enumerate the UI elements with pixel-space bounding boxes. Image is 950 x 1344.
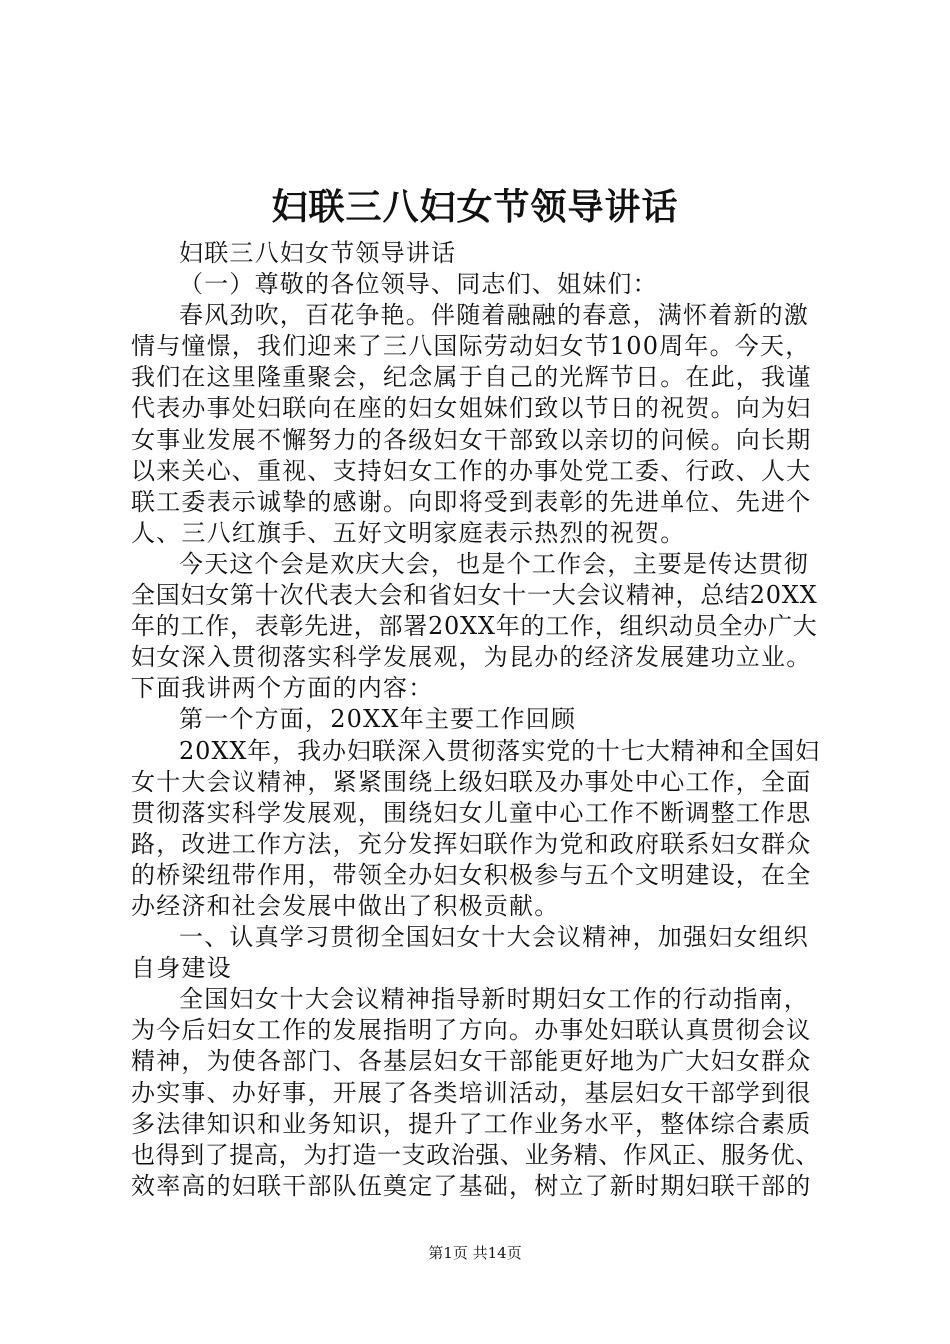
text-line: 今天这个会是欢庆大会，也是个工作会，主要是传达贯彻 xyxy=(179,549,809,578)
text-line: 以来关心、重视、支持妇女工作的办事处党工委、行政、人大 xyxy=(131,456,812,485)
text-line: 20XX年，我办妇联深入贯彻落实党的十七大精神和全国妇 xyxy=(179,736,821,765)
text-line: 的桥梁纽带作用，带领全办妇女积极参与五个文明建设，在全 xyxy=(131,860,812,889)
text-line: 效率高的妇联干部队伍奠定了基础，树立了新时期妇联干部的 xyxy=(131,1171,812,1200)
text-line: 路，改进工作方法，充分发挥妇联作为党和政府联系妇女群众 xyxy=(131,829,812,858)
text-line: 春风劲吹，百花争艳。伴随着融融的春意，满怀着新的激 xyxy=(179,301,809,330)
text-line: 自身建设 xyxy=(131,954,232,983)
document-body xyxy=(131,238,821,1202)
text-line: 第一个方面，20XX年主要工作回顾 xyxy=(179,705,577,734)
document-title: 妇联三八妇女节领导讲话 xyxy=(271,186,679,228)
text-line: 下面我讲两个方面的内容： xyxy=(131,674,434,703)
text-line: 我们在这里隆重聚会，纪念属于自己的光辉节日。在此，我谨 xyxy=(131,363,812,392)
text-line: 办经济和社会发展中做出了积极贡献。 xyxy=(131,891,560,920)
text-line: 为今后妇女工作的发展指明了方向。办事处妇联认真贯彻会议 xyxy=(131,1016,812,1045)
text-line: 女十大会议精神，紧紧围绕上级妇联及办事处中心工作，全面 xyxy=(131,767,812,796)
text-line: 情与憧憬，我们迎来了三八国际劳动妇女节100周年。今天， xyxy=(131,332,811,361)
text-line: 多法律知识和业务知识，提升了工作业务水平，整体综合素质 xyxy=(131,1109,812,1138)
text-line: 妇女深入贯彻落实科学发展观，为昆办的经济发展建功立业。 xyxy=(131,643,812,672)
text-line: 精神，为使各部门、各基层妇女干部能更好地为广大妇女群众 xyxy=(131,1047,812,1076)
text-line: 贯彻落实科学发展观，围绕妇女儿童中心工作不断调整工作思 xyxy=(131,798,812,827)
text-line: 全国妇女第十次代表大会和省妇女十一大会议精神，总结20XX xyxy=(131,581,818,610)
text-line: 女事业发展不懈努力的各级妇女干部致以亲切的问候。向长期 xyxy=(131,425,812,454)
text-line: 一、认真学习贯彻全国妇女十大会议精神，加强妇女组织 xyxy=(179,923,809,952)
text-line: 办实事、办好事，开展了各类培训活动，基层妇女干部学到很 xyxy=(131,1078,812,1107)
text-line: 妇联三八妇女节领导讲话 xyxy=(179,239,457,267)
text-line: 也得到了提高，为打造一支政治强、业务精、作风正、服务优、 xyxy=(131,1140,820,1169)
page-footer: 第1页 共14页 xyxy=(428,1244,522,1262)
text-line: 全国妇女十大会议精神指导新时期妇女工作的行动指南， xyxy=(179,985,809,1014)
text-line: 年的工作，表彰先进，部署20XX年的工作，组织动员全办广大 xyxy=(131,612,818,641)
text-line: 联工委表示诚挚的感谢。向即将受到表彰的先进单位、先进个 xyxy=(131,487,812,516)
text-line: 代表办事处妇联向在座的妇女姐妹们致以节日的祝贺。向为妇 xyxy=(131,394,812,423)
text-line: （一）尊敬的各位领导、同志们、姐妹们： xyxy=(179,270,658,299)
text-line: 人、三八红旗手、五好文明家庭表示热烈的祝贺。 xyxy=(131,518,686,547)
